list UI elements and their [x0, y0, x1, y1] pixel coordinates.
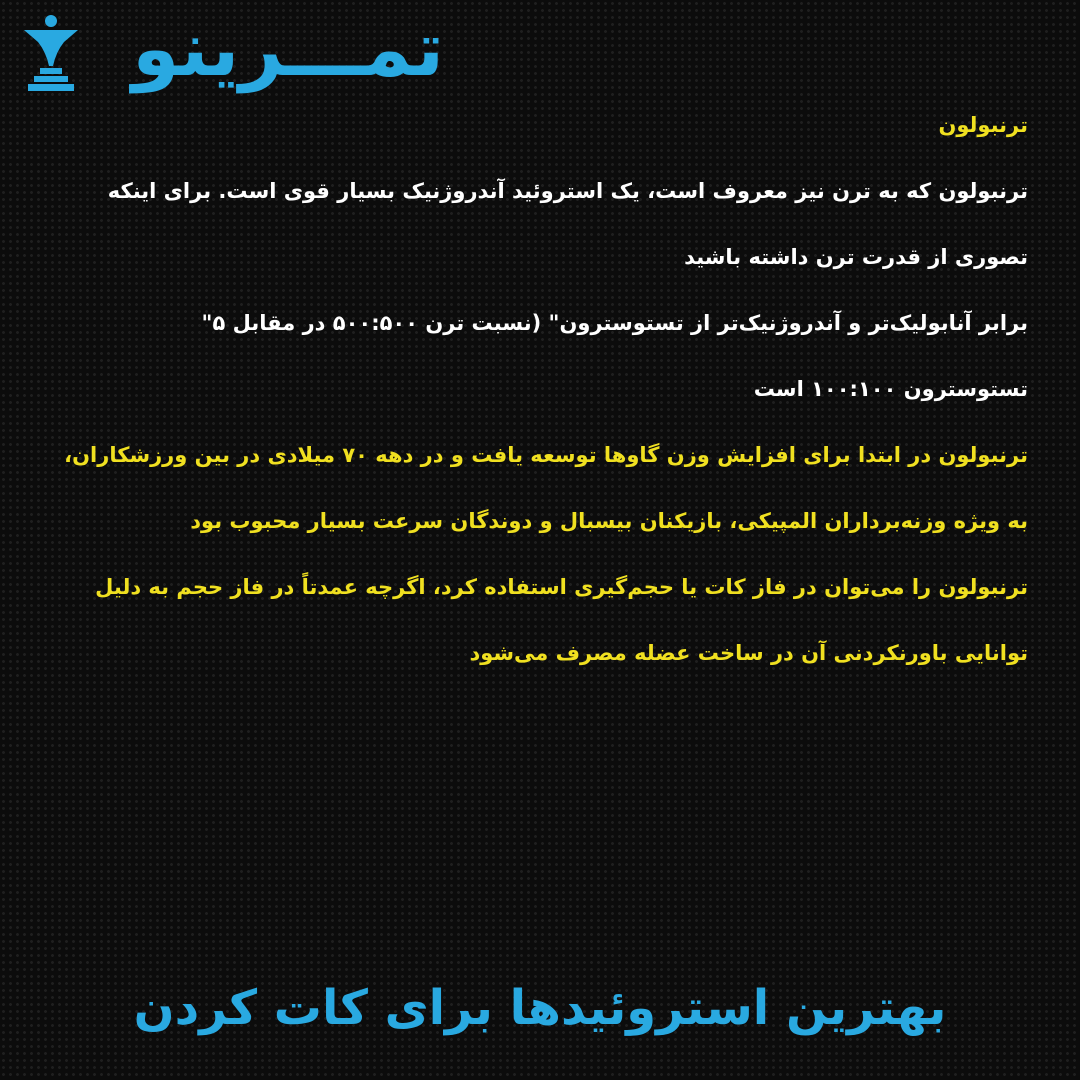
article-body [28, 92, 1028, 686]
footer-title: بهترین استروئیدها برای کات کردن [133, 980, 947, 1036]
brand-name: تمـــرینو [132, 4, 444, 93]
article-line: تصوری از قدرت ترن داشته باشید [684, 245, 1028, 269]
article-line: برابر آنابولیک‌تر و آندروژنیک‌تر از تستوسترون" (نسبت ترن ۵۰۰:۵۰۰ در مقابل ۵" [201, 311, 1028, 335]
brand-logo [14, 4, 444, 104]
article-line: توانایی باورنکردنی آن در ساخت عضله مصرف می‌شود [469, 641, 1028, 665]
article-line: به ویژه وزنه‌برداران المپیکی، بازیکنان بیسبال و دوندگان سرعت بسیار محبوب بود [190, 509, 1028, 533]
article-line: ترنبولون که به ترن نیز معروف است، یک استروئید آندروژنیک بسیار قوی است. برای اینکه [107, 179, 1028, 203]
article-line: تستوسترون ۱۰۰:۱۰۰ است [753, 377, 1028, 401]
article-line: ترنبولون در ابتدا برای افزایش وزن گاوها توسعه یافت و در دهه ۷۰ میلادی در بین ورزشکاران، [64, 443, 1028, 467]
trophy-cup-icon [20, 12, 82, 94]
article-line: ترنبولون را می‌توان در فاز کات یا حجم‌گیری استفاده کرد، اگرچه عمدتاً در فاز حجم به دلیل [95, 575, 1028, 599]
article-title: ترنبولون [938, 113, 1028, 137]
